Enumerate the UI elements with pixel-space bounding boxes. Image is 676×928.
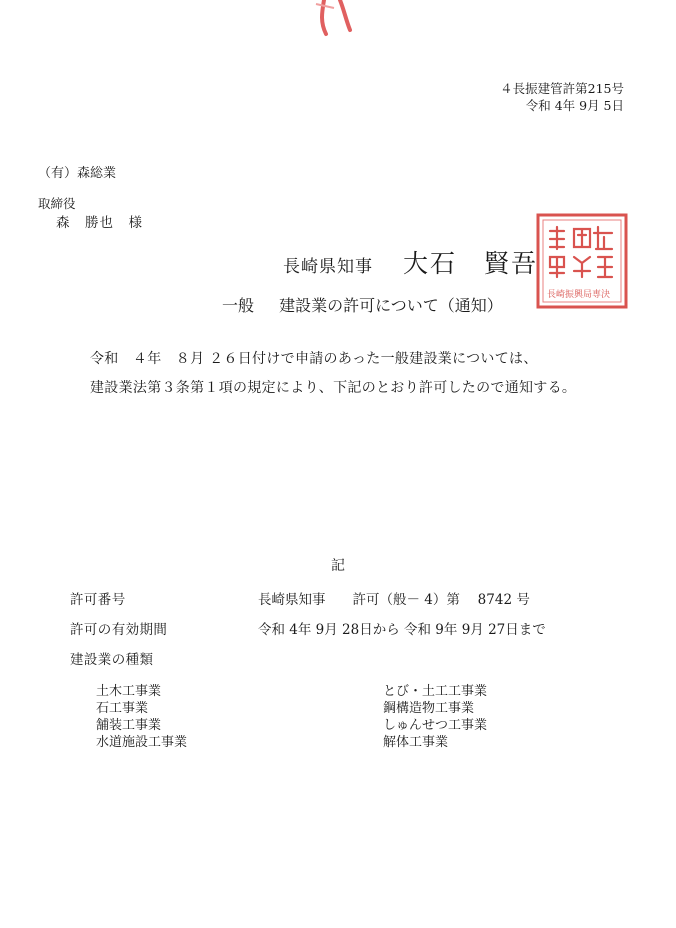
validity-row [70,618,546,638]
subject-text: 建設業の許可について（通知） [279,296,503,315]
list-item: 舗装工事業 [96,718,162,733]
recipient-title: 取締役 [38,196,76,211]
reference-block [500,80,624,114]
business-types-row [70,648,258,668]
permit-number-label: 許可番号 [70,592,126,608]
business-types-right [383,683,487,751]
recipient-company: （有）森総業 [38,166,117,181]
list-item: とび・土工工事業 [383,684,488,699]
list-item: 鋼構造物工事業 [383,701,475,716]
sender-title: 長崎県知事 [283,257,373,277]
reference-number: ４長振建管許第215号 [500,81,624,96]
recipient-name: 森 勝也 様 [56,215,143,231]
validity-label: 許可の有効期間 [70,622,168,638]
list-item: しゅんせつ工事業 [383,718,488,733]
subject-kind: 一般 [222,296,255,315]
top-red-mark [310,0,370,50]
record-heading: 記 [331,558,345,574]
list-item: 水道施設工事業 [96,735,188,750]
list-item: 石工事業 [96,701,149,716]
issue-date: 令和 4年 9月 5日 [525,98,624,113]
list-item: 解体工事業 [383,735,449,750]
business-types-left [96,683,187,751]
permit-number-row [70,588,530,608]
business-types-label: 建設業の種類 [70,652,154,668]
body-line-1: 令和 ４年 ８月 ２６日付けで申請のあった一般建設業については、 [90,351,538,367]
body-line-2: 建設業法第３条第１項の規定により、下記のとおり許可したので通知する。 [90,380,577,396]
sender-block [283,244,538,280]
list-item: 土木工事業 [96,684,162,699]
svg-text:長崎振興局専決: 長崎振興局専決 [547,290,611,300]
official-seal [534,211,630,311]
permit-number-value: 長崎県知事 許可（般－ 4）第 8742 号 [258,592,530,608]
sender-name: 大石 賢吾 [403,249,539,278]
subject-line [222,293,503,316]
validity-value: 令和 4年 9月 28日から 令和 9年 9月 27日まで [258,622,546,638]
